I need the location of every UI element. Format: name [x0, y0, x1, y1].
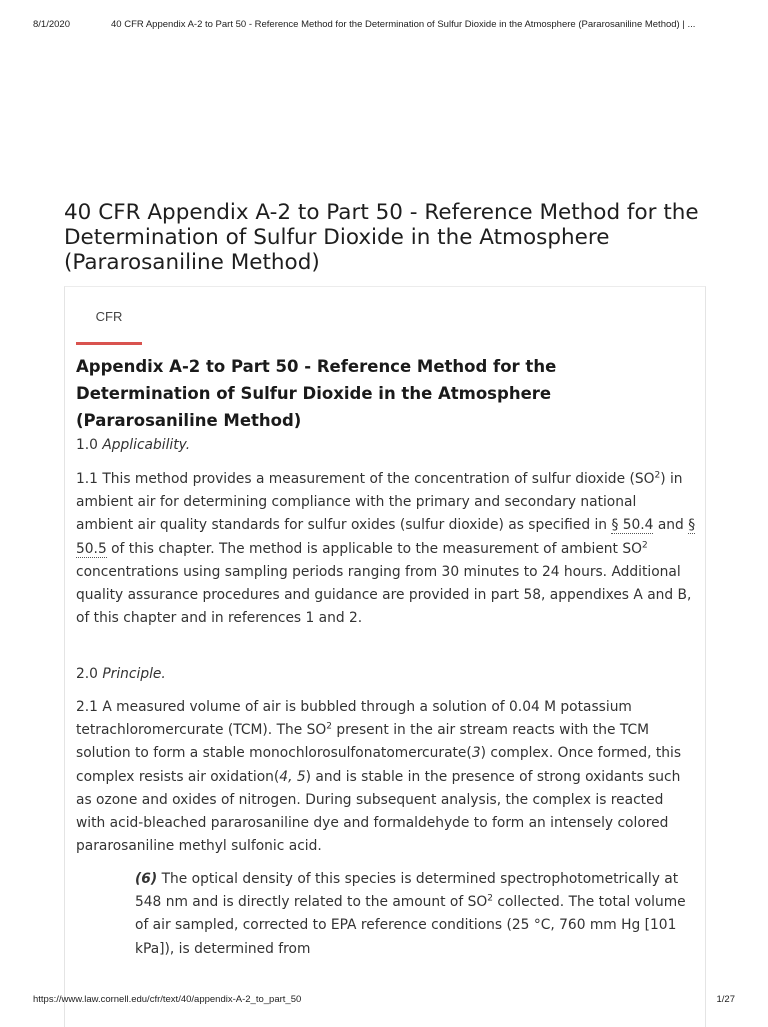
- section-1-1-text: concentrations using sampling periods ranging from 30 minutes to 24 hours. Additional quality assurance procedures and guidance are provided in part 58, appendixes A and B, of this chapter and in references 1 and 2.: [76, 563, 692, 627]
- reference-number: (6): [135, 871, 158, 887]
- section-1-1-text: 1.1 This method provides a measurement of the concentration of sulfur dioxide (SO: [76, 471, 655, 487]
- section-6-text: The optical density of this species is determined spectrophotometrically at 548 nm and is directly related to the amount of SO: [135, 871, 679, 911]
- content-panel: [64, 286, 706, 1027]
- tab-cfr-label: CFR: [95, 309, 123, 324]
- superscript: 2: [654, 470, 661, 481]
- print-title: 40 CFR Appendix A-2 to Part 50 - Reference Method for the Determination of Sulfur Dioxide in the Atmosphere (Pararosaniline Method) | ...: [111, 19, 696, 30]
- section-2-1-text: 2.1 A measured volume of air is bubbled through a solution of 0.04 M potassium tetrachloromercurate (TCM). The SO: [76, 699, 632, 739]
- superscript: 2: [641, 540, 648, 551]
- section-2-1-text: present in the air stream reacts with the TCM solution to form a stable monochlorosulfonatomercurate(: [76, 722, 649, 762]
- tab-cfr[interactable]: [76, 309, 142, 345]
- link-section-50-5[interactable]: § 50.5: [76, 517, 696, 557]
- section-heading: Appendix A-2 to Part 50 - Reference Method for the Determination of Sulfur Dioxide in the Atmosphere (Pararosaniline Method): [76, 357, 557, 430]
- section-1-0-number: 1.0: [76, 437, 103, 453]
- section-1-0: [76, 434, 696, 457]
- section-2-1-text: ) complex. Once formed, this complex resists air oxidation(: [76, 745, 682, 785]
- page-title: 40 CFR Appendix A-2 to Part 50 - Reference Method for the Determination of Sulfur Dioxide in the Atmosphere (Pararosaniline Method): [64, 200, 699, 275]
- section-2-0-title: Principle.: [102, 666, 166, 682]
- section-2-1: [76, 696, 696, 858]
- print-footer: [33, 994, 735, 1005]
- section-1-0-title: Applicability.: [102, 437, 191, 453]
- section-1-1-text: of this chapter. The method is applicable to the measurement of ambient SO: [106, 540, 642, 557]
- print-header: [33, 19, 735, 30]
- print-url: https://www.law.cornell.edu/cfr/text/40/appendix-A-2_to_part_50: [33, 994, 302, 1005]
- section-6-text: collected. The total volume of air sampled, corrected to EPA reference conditions (25 °C, 760 mm Hg [101 kPa]), is determined from: [135, 894, 686, 957]
- superscript: 2: [487, 893, 493, 904]
- reference-number: 3: [471, 745, 481, 762]
- section-2-0-number: 2.0: [76, 666, 103, 682]
- section-1-1-text: and: [653, 517, 689, 534]
- page-number: 1/27: [716, 994, 735, 1005]
- section-2-1-text: ) and is stable in the presence of strong oxidants such as ozone and oxides of nitrogen. During subsequent analysis, the complex is reacted with acid-bleached pararosaniline dye and formaldehyde to form an intensely colored pararosaniline methyl sulfonic acid.: [76, 768, 681, 855]
- section-1-1-text: ) in ambient air for determining compliance with the primary and secondary national ambient air quality standards for sulfur oxides (sulfur dioxide) as specified in: [76, 471, 683, 534]
- section-6-paragraph: [135, 868, 695, 961]
- print-date: 8/1/2020: [33, 19, 70, 30]
- reference-number: 4, 5: [279, 768, 306, 785]
- section-2-0: [76, 663, 696, 686]
- superscript: 2: [326, 721, 332, 732]
- section-1-1: [76, 468, 696, 630]
- link-section-50-4[interactable]: § 50.4: [611, 517, 654, 534]
